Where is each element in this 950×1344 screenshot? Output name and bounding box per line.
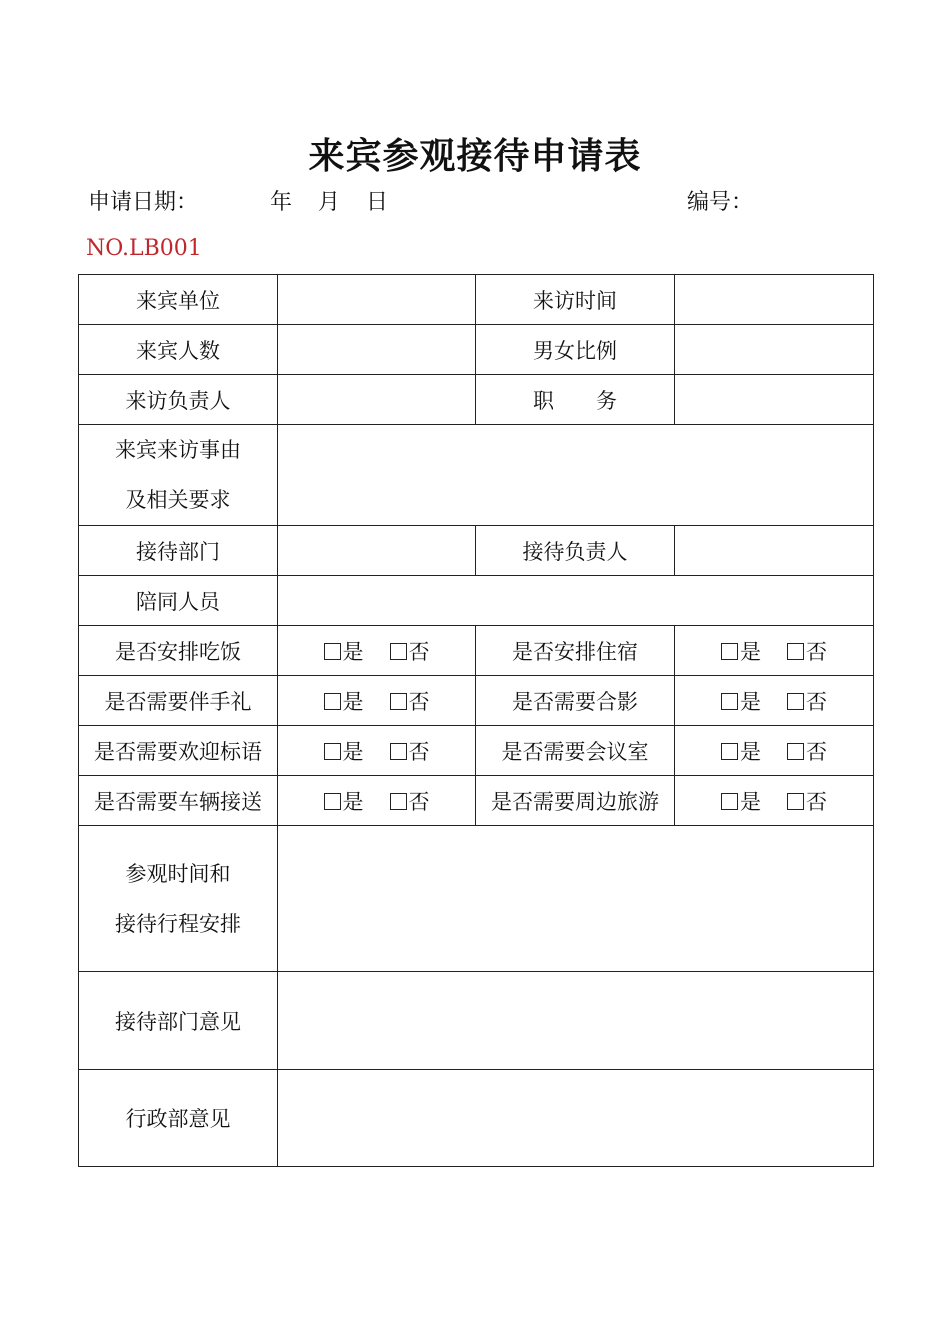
visit-time-field[interactable] xyxy=(675,275,874,325)
gender-ratio-field[interactable] xyxy=(675,325,874,375)
table-row xyxy=(79,726,874,776)
visit-reason-line1: 来宾来访事由 xyxy=(115,438,241,462)
no-label: 否 xyxy=(408,639,430,664)
dept-opinion-field[interactable] xyxy=(278,972,874,1070)
yes-label: 是 xyxy=(342,689,364,714)
table-row xyxy=(79,275,874,325)
yes-label: 是 xyxy=(342,739,364,764)
table-row xyxy=(79,676,874,726)
visitor-count-field[interactable] xyxy=(278,325,476,375)
banner-no-checkbox[interactable] xyxy=(390,736,430,766)
tour-yes-checkbox[interactable] xyxy=(721,786,761,816)
no-label: 否 xyxy=(408,739,430,764)
lodging-options xyxy=(675,626,874,676)
gift-yes-checkbox[interactable] xyxy=(324,686,364,716)
gender-ratio-label: 男女比例 xyxy=(476,325,675,375)
gift-options xyxy=(278,676,476,726)
visit-leader-label: 来访负责人 xyxy=(79,375,278,425)
reception-dept-label: 接待部门 xyxy=(79,526,278,576)
meal-no-checkbox[interactable] xyxy=(390,636,430,666)
visit-reason-field[interactable] xyxy=(278,425,874,526)
table-row xyxy=(79,325,874,375)
vehicle-options xyxy=(278,776,476,826)
schedule-label xyxy=(79,826,278,972)
reception-dept-field[interactable] xyxy=(278,526,476,576)
no-label: 否 xyxy=(408,689,430,714)
table-row xyxy=(79,1070,874,1167)
vehicle-yes-checkbox[interactable] xyxy=(324,786,364,816)
position-label: 职 务 xyxy=(476,375,675,425)
companions-label: 陪同人员 xyxy=(79,576,278,626)
yes-label: 是 xyxy=(740,639,761,664)
reception-leader-label: 接待负责人 xyxy=(476,526,675,576)
schedule-line1: 参观时间和 xyxy=(125,861,231,886)
reception-leader-field[interactable] xyxy=(675,526,874,576)
date-label: 申请日期： xyxy=(88,190,199,215)
meeting-room-no-checkbox[interactable] xyxy=(787,736,827,766)
visit-reason-line2: 及相关要求 xyxy=(125,488,231,512)
tour-no-checkbox[interactable] xyxy=(787,786,827,816)
table-row xyxy=(79,776,874,826)
visit-reason-label xyxy=(79,425,278,526)
banner-options xyxy=(278,726,476,776)
application-date xyxy=(88,185,388,216)
lodging-no-checkbox[interactable] xyxy=(787,636,827,666)
vehicle-no-checkbox[interactable] xyxy=(390,786,430,816)
meal-yes-checkbox[interactable] xyxy=(324,636,364,666)
admin-opinion-label: 行政部意见 xyxy=(79,1070,278,1167)
companions-field[interactable] xyxy=(278,576,874,626)
schedule-field[interactable] xyxy=(278,826,874,972)
visitor-unit-label: 来宾单位 xyxy=(79,275,278,325)
lodging-yes-checkbox[interactable] xyxy=(721,636,761,666)
visit-time-label: 来访时间 xyxy=(476,275,675,325)
photo-options xyxy=(675,676,874,726)
meeting-room-options xyxy=(675,726,874,776)
yes-label: 是 xyxy=(740,739,761,764)
dept-opinion-label: 接待部门意见 xyxy=(79,972,278,1070)
table-row xyxy=(79,526,874,576)
table-row xyxy=(79,972,874,1070)
day-label: 日 xyxy=(366,190,389,215)
visit-leader-field[interactable] xyxy=(278,375,476,425)
table-row xyxy=(79,576,874,626)
meal-options xyxy=(278,626,476,676)
yes-label: 是 xyxy=(342,639,364,664)
position-field[interactable] xyxy=(675,375,874,425)
photo-no-checkbox[interactable] xyxy=(787,686,827,716)
banner-yes-checkbox[interactable] xyxy=(324,736,364,766)
gift-no-checkbox[interactable] xyxy=(390,686,430,716)
tour-options xyxy=(675,776,874,826)
no-label: 否 xyxy=(806,639,827,664)
meeting-room-yes-checkbox[interactable] xyxy=(721,736,761,766)
document-number: NO.LB001 xyxy=(86,236,202,261)
table-row xyxy=(79,425,874,526)
photo-label: 是否需要合影 xyxy=(476,676,675,726)
yes-label: 是 xyxy=(740,689,761,714)
visitor-count-label: 来宾人数 xyxy=(79,325,278,375)
no-label: 否 xyxy=(806,739,827,764)
no-label: 否 xyxy=(408,789,430,814)
page-title: 来宾参观接待申请表 xyxy=(308,135,642,177)
visitor-unit-field[interactable] xyxy=(278,275,476,325)
admin-opinion-field[interactable] xyxy=(278,1070,874,1167)
application-form xyxy=(78,274,874,1167)
year-label: 年 xyxy=(270,190,293,215)
lodging-label: 是否安排住宿 xyxy=(476,626,675,676)
table-row xyxy=(79,626,874,676)
no-label: 否 xyxy=(806,689,827,714)
table-row xyxy=(79,375,874,425)
banner-label: 是否需要欢迎标语 xyxy=(79,726,278,776)
number-label: 编号： xyxy=(687,190,754,215)
vehicle-label: 是否需要车辆接送 xyxy=(79,776,278,826)
yes-label: 是 xyxy=(342,789,364,814)
month-label: 月 xyxy=(318,190,341,215)
schedule-line2: 接待行程安排 xyxy=(115,911,241,936)
table-row xyxy=(79,826,874,972)
no-label: 否 xyxy=(806,789,827,814)
meeting-room-label: 是否需要会议室 xyxy=(476,726,675,776)
meal-label: 是否安排吃饭 xyxy=(79,626,278,676)
gift-label: 是否需要伴手礼 xyxy=(79,676,278,726)
photo-yes-checkbox[interactable] xyxy=(721,686,761,716)
yes-label: 是 xyxy=(740,789,761,814)
tour-label: 是否需要周边旅游 xyxy=(476,776,675,826)
